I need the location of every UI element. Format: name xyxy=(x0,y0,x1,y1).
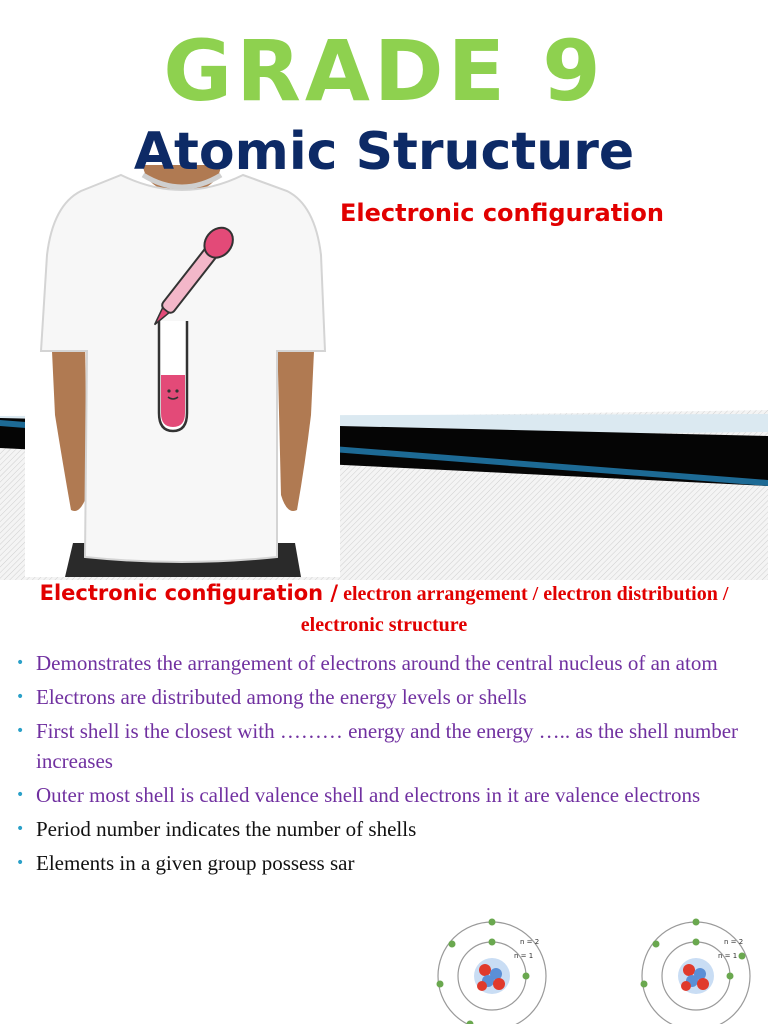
section-heading-rest: electron arrangement / electron distribution / electronic structure xyxy=(300,583,729,636)
bullet-text: Electrons are distributed among the energy levels or shells xyxy=(36,685,527,709)
subtitle: Electronic configuration xyxy=(340,199,664,227)
small-dot-icon: • xyxy=(16,855,25,871)
atom-model-icon xyxy=(430,914,550,1024)
bullet-text: Period number indicates the number of shells xyxy=(36,817,417,841)
list-item xyxy=(14,848,754,878)
bullet-text: Outer most shell is called valence shell and electrons in it are valence electrons xyxy=(36,783,701,807)
atom-diagram-panel xyxy=(420,914,768,1024)
bullet-text: Elements in a given group possess sar xyxy=(36,851,355,875)
small-dot-icon: • xyxy=(16,787,25,803)
bullet-text: First shell is the closest with ……… energy and the energy ….. as the shell number increases xyxy=(36,719,739,773)
list-item xyxy=(14,716,754,776)
list-item xyxy=(14,780,754,810)
list-item xyxy=(14,648,754,678)
small-dot-icon: • xyxy=(16,655,25,671)
shell-label: n = 2 xyxy=(520,938,540,946)
bullet-text: Demonstrates the arrangement of electrons around the central nucleus of an atom xyxy=(36,651,718,675)
list-item xyxy=(14,682,754,712)
grade-title: GRADE 9 xyxy=(163,22,605,120)
atom-model-icon xyxy=(634,914,754,1024)
shell-label: n = 1 xyxy=(514,952,534,960)
list-item xyxy=(14,814,754,844)
small-dot-icon: • xyxy=(16,723,25,739)
section-heading-main: Electronic configuration / xyxy=(39,581,339,605)
section-heading xyxy=(0,578,768,641)
small-dot-icon: • xyxy=(16,689,25,705)
t-shirt-test-tube-icon xyxy=(25,165,340,577)
shell-label: n = 2 xyxy=(724,938,744,946)
shell-label: n = 1 xyxy=(718,952,738,960)
bullet-list xyxy=(14,648,754,882)
small-dot-icon: • xyxy=(16,821,25,837)
topic-title: Atomic Structure xyxy=(133,122,635,182)
